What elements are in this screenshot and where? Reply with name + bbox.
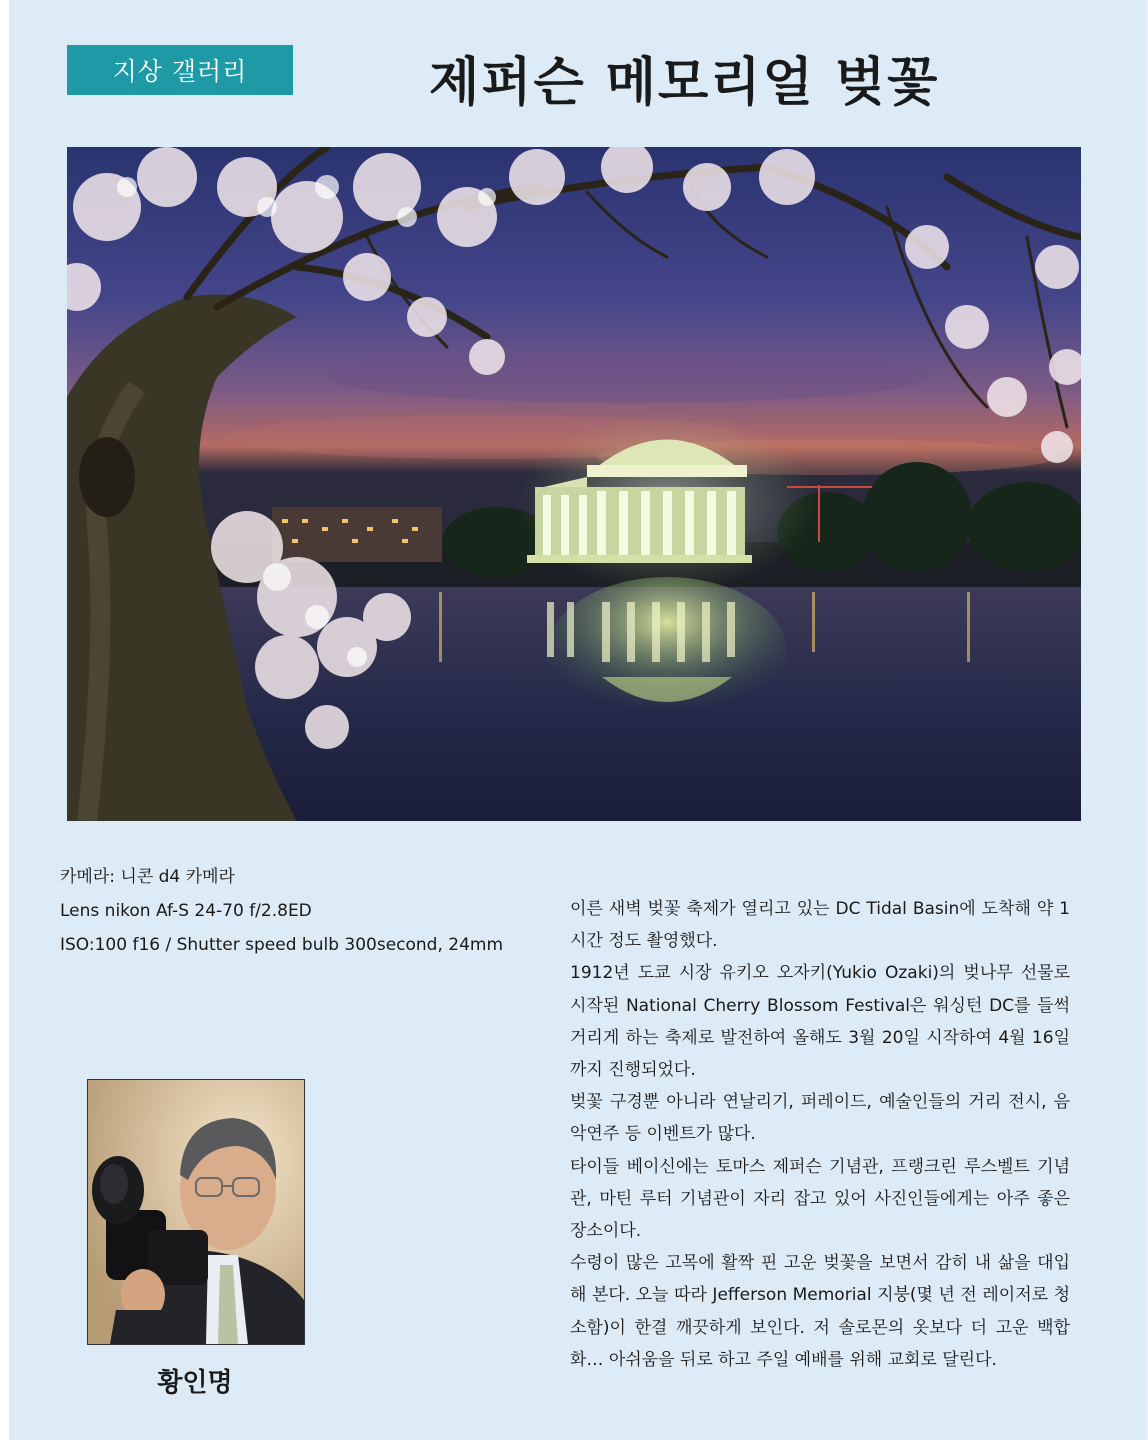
essay-paragraph: 타이들 베이신에는 토마스 제퍼슨 기념관, 프랭크린 루스벨트 기념관, 마틴 루터 기념관이 자리 잡고 있어 사진인들에게는 아주 좋은 장소이다. [570,1156,1070,1242]
section-label: 지상 갤러리 [112,57,248,86]
camera-info-line: ISO:100 f16 / Shutter speed bulb 300second, 24mm [60,935,504,955]
essay-body [570,893,1070,1376]
essay-paragraph: 수령이 많은 고목에 활짝 핀 고운 벚꽃을 보면서 감히 내 삶을 대입해 본다. 오늘 따라 Jefferson Memorial 지붕(몇 년 전 레이저로 청소함)이 한결 깨끗하게 보인다. 저 솔로몬의 옷보다 더 고운 백합화… 아쉬움을 뒤로 하고 주일 예배를 위해 교회로 달린다. [570,1253,1070,1370]
page-title: 제퍼슨 메모리얼 벚꽃 [429,52,940,113]
camera-info [60,860,530,962]
essay-paragraph: 1912년 도쿄 시장 유키오 오자키(Yukio Ozaki)의 벚나무 선물로 시작된 National Cherry Blossom Festival은 워싱턴 DC를 들썩거리게 하는 축제로 발전하여 올해도 3월 20일 시작하여 4월 16일까지 진행되었다. [570,963,1070,1081]
camera-info-line: Lens nikon Af-S 24-70 f/2.8ED [60,901,312,921]
camera-info-line: 카메라: 니콘 d4 카메라 [60,867,235,887]
magazine-page [9,0,1145,1440]
essay-paragraph: 이른 새벽 벚꽃 축제가 열리고 있는 DC Tidal Basin에 도착해 약 1시간 정도 촬영했다. [570,899,1070,952]
photographer-portrait [87,1079,305,1345]
photographer-name: 황인명 [157,1368,233,1398]
main-photo [67,147,1081,821]
essay-paragraph: 벚꽃 구경뿐 아니라 연날리기, 퍼레이드, 예술인들의 거리 전시, 음악연주 등 이벤트가 많다. [570,1092,1070,1145]
section-badge [67,45,293,95]
